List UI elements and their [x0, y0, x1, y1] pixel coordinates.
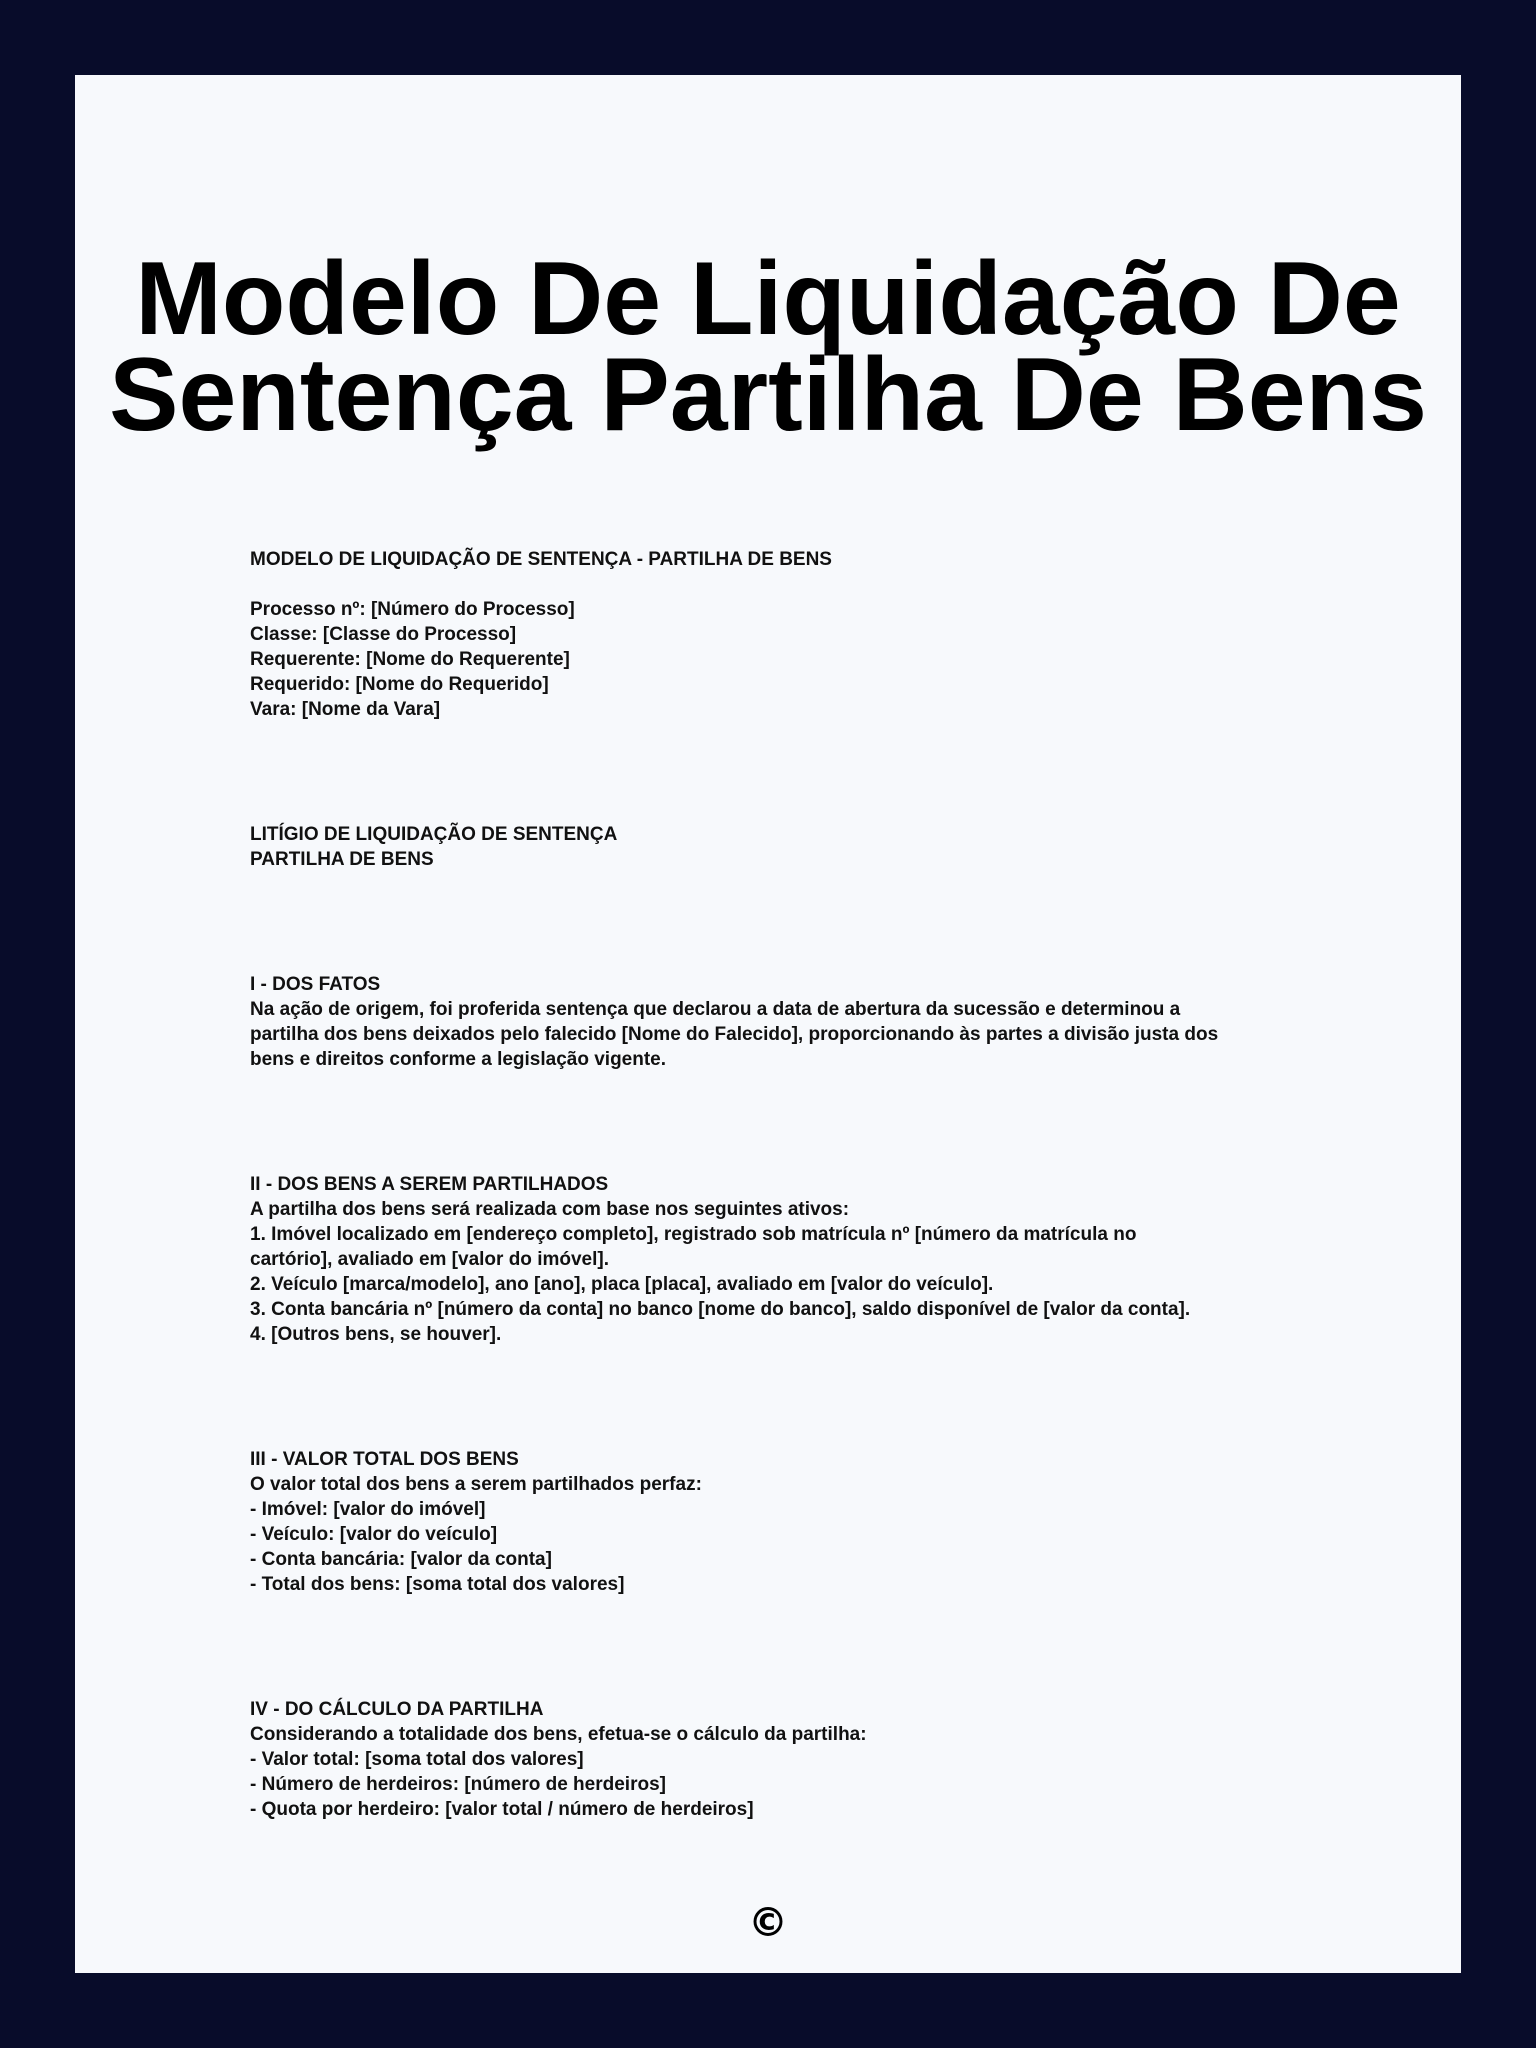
section-line: 3. Conta bancária nº [número da conta] no banco [nome do banco], saldo disponível de [valor da conta]. — [250, 1299, 1191, 1320]
page-title: Modelo De Liquidação De Sentença Partilha De Bens — [109, 241, 1427, 453]
section-line: 2. Veículo [marca/modelo], ano [ano], placa [placa], avaliado em [valor do veículo]. — [250, 1274, 994, 1295]
section-heading: I - DOS FATOS — [250, 974, 381, 995]
section-line: - Quota por herdeiro: [valor total / número de herdeiros] — [250, 1799, 754, 1820]
section-line: 4. [Outros bens, se houver]. — [250, 1324, 502, 1345]
section-line: A partilha dos bens será realizada com base nos seguintes ativos: — [250, 1199, 850, 1220]
case-info-line: Vara: [Nome da Vara] — [250, 699, 441, 720]
section-facts — [250, 972, 1310, 1072]
copyright-icon: © — [748, 1900, 788, 1946]
section-line: - Número de herdeiros: [número de herdeiros] — [250, 1774, 666, 1795]
litigation-title-line: PARTILHA DE BENS — [250, 849, 434, 870]
litigation-title-block — [250, 822, 1310, 872]
section-assets — [250, 1172, 1310, 1347]
section-heading: IV - DO CÁLCULO DA PARTILHA — [250, 1699, 544, 1720]
section-line: - Total dos bens: [soma total dos valores] — [250, 1574, 625, 1595]
case-info-line: Requerente: [Nome do Requerente] — [250, 649, 570, 670]
section-line: Na ação de origem, foi proferida sentença que declarou a data de abertura da sucessão e determinou a — [250, 999, 1181, 1020]
section-line: cartório], avaliado em [valor do imóvel]. — [250, 1249, 609, 1270]
case-info-block — [250, 597, 1310, 722]
section-line: 1. Imóvel localizado em [endereço completo], registrado sob matrícula nº [número da matrícula no — [250, 1224, 1137, 1245]
document-heading: MODELO DE LIQUIDAÇÃO DE SENTENÇA - PARTILHA DE BENS — [250, 549, 832, 570]
section-line: - Veículo: [valor do veículo] — [250, 1524, 498, 1545]
spacer — [250, 722, 1310, 822]
case-info-line: Classe: [Classe do Processo] — [250, 624, 517, 645]
spacer — [250, 1072, 1310, 1172]
document-page — [75, 75, 1461, 1973]
litigation-title-line: LITÍGIO DE LIQUIDAÇÃO DE SENTENÇA — [250, 824, 618, 845]
section-line: - Valor total: [soma total dos valores] — [250, 1749, 584, 1770]
section-line: partilha dos bens deixados pelo falecido [Nome do Falecido], proporcionando às partes a divisão justa dos — [250, 1024, 1219, 1045]
section-line: Considerando a totalidade dos bens, efetua-se o cálculo da partilha: — [250, 1724, 867, 1745]
spacer — [250, 1347, 1310, 1447]
section-heading: II - DOS BENS A SEREM PARTILHADOS — [250, 1174, 609, 1195]
section-calculation — [250, 1697, 1310, 1822]
section-line: - Conta bancária: [valor da conta] — [250, 1549, 552, 1570]
section-line: bens e direitos conforme a legislação vigente. — [250, 1049, 667, 1070]
section-total-value — [250, 1447, 1310, 1597]
spacer — [250, 872, 1310, 972]
case-info-line: Requerido: [Nome do Requerido] — [250, 674, 549, 695]
document-body — [250, 547, 1310, 1822]
section-line: - Imóvel: [valor do imóvel] — [250, 1499, 486, 1520]
spacer — [250, 1597, 1310, 1697]
case-info-line: Processo nº: [Número do Processo] — [250, 599, 575, 620]
section-line: O valor total dos bens a serem partilhados perfaz: — [250, 1474, 702, 1495]
section-heading: III - VALOR TOTAL DOS BENS — [250, 1449, 519, 1470]
spacer — [250, 572, 1310, 597]
